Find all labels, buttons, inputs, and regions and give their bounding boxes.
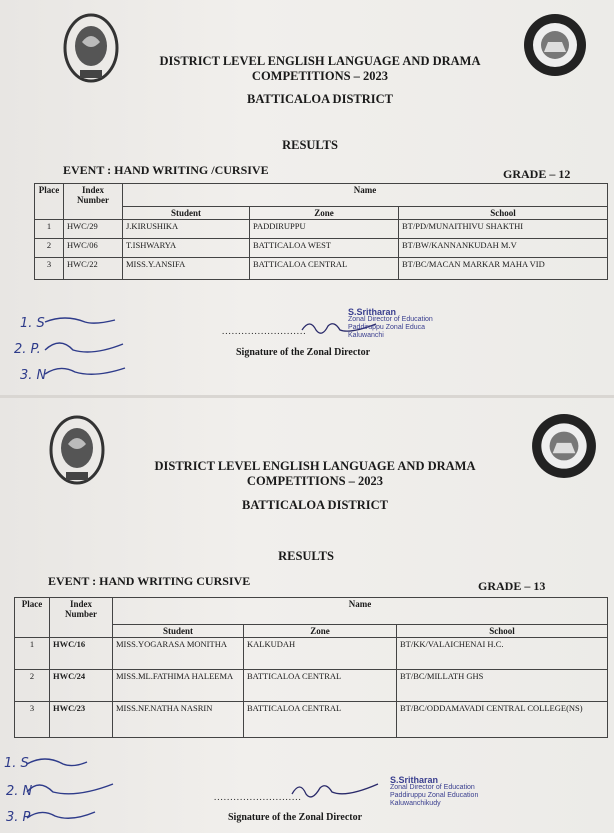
- col-zone: Zone: [250, 207, 399, 220]
- cell-zone: KALKUDAH: [244, 638, 397, 670]
- stamp-office: Paddiruppu Zonal Education: [390, 792, 479, 799]
- results-sheet-grade-13: [0, 398, 614, 833]
- cell-index: HWC/29: [64, 220, 123, 239]
- cell-student: MISS.ML.FATHIMA HALEEMA: [113, 670, 244, 702]
- cell-index: HWC/24: [50, 670, 113, 702]
- cell-student: MISS.YOGARASA MONITHA: [113, 638, 244, 670]
- cell-student: J.KIRUSHIKA: [123, 220, 250, 239]
- col-zone: Zone: [244, 625, 397, 638]
- judge-signature-2: 2. P.: [14, 342, 41, 357]
- cell-index: HWC/23: [50, 702, 113, 738]
- title-line-2: COMPETITIONS – 2023: [246, 474, 384, 488]
- cell-school: BT/KK/VALAICHENAI H.C.: [397, 638, 608, 670]
- cell-index: HWC/06: [64, 239, 123, 258]
- stamp-place: Kaluwanchi: [348, 332, 384, 339]
- results-sheet-grade-12: [0, 0, 614, 395]
- col-school: School: [397, 625, 608, 638]
- grade-label: GRADE – 12: [503, 167, 571, 181]
- signature-caption: Signature of the Zonal Director: [228, 812, 363, 823]
- cell-zone: BATTICALOA CENTRAL: [244, 670, 397, 702]
- judge-signature-3: 3. P: [6, 810, 31, 825]
- cell-student: MISS.NF.NATHA NASRIN: [113, 702, 244, 738]
- event-label: EVENT : HAND WRITING CURSIVE: [48, 574, 251, 588]
- col-place: Place: [15, 598, 50, 638]
- col-name: Name: [123, 184, 608, 207]
- col-place: Place: [35, 184, 64, 220]
- judge-signature-2: 2. N: [6, 784, 33, 799]
- col-index: Index Number: [64, 184, 123, 220]
- district-heading: BATTICALOA DISTRICT: [247, 92, 393, 106]
- handwritten-signatures-icon: [40, 312, 140, 382]
- cell-place: 1: [35, 220, 64, 239]
- cell-index: HWC/16: [50, 638, 113, 670]
- cell-zone: BATTICALOA WEST: [250, 239, 399, 258]
- judge-signature-1: 1. S: [4, 756, 29, 771]
- cell-place: 3: [35, 258, 64, 280]
- cell-zone: BATTICALOA CENTRAL: [250, 258, 399, 280]
- cell-place: 3: [15, 702, 50, 738]
- table-row: [35, 239, 608, 258]
- results-table: [14, 597, 608, 738]
- title-line-1: DISTRICT LEVEL ENGLISH LANGUAGE AND DRAMA: [159, 54, 481, 68]
- stamp-name: S.Sritharan: [348, 307, 397, 317]
- district-heading: BATTICALOA DISTRICT: [242, 498, 388, 512]
- cell-school: BT/BC/MILLATH GHS: [397, 670, 608, 702]
- signature-line: ...........................: [214, 792, 302, 802]
- cell-school: BT/BW/KANNANKUDAH M.V: [399, 239, 608, 258]
- grade-label: GRADE – 13: [478, 579, 546, 593]
- cell-place: 2: [35, 239, 64, 258]
- col-school: School: [399, 207, 608, 220]
- director-stamp: [390, 776, 478, 808]
- cell-student: T.ISHWARYA: [123, 239, 250, 258]
- col-student: Student: [123, 207, 250, 220]
- stamp-office: Paddiruppu Zonal Educa: [348, 324, 426, 331]
- stamp-name: S.Sritharan: [390, 775, 439, 785]
- judge-signature-1: 1. S: [20, 316, 45, 331]
- stamp-role: Zonal Director of Education: [390, 784, 475, 791]
- col-index: Index Number: [50, 598, 113, 638]
- zonal-education-seal-icon: [530, 412, 598, 480]
- results-heading: RESULTS: [282, 138, 338, 152]
- director-stamp: [348, 308, 433, 340]
- table-row: [15, 702, 608, 738]
- title-line-1: DISTRICT LEVEL ENGLISH LANGUAGE AND DRAMA: [154, 459, 476, 473]
- cell-school: BT/PD/MUNAITHIVU SHAKTHI: [399, 220, 608, 239]
- stamp-role: Zonal Director of Education: [348, 316, 433, 323]
- table-row: [35, 258, 608, 280]
- zonal-education-seal-icon: [522, 12, 588, 78]
- signature-line: ..........................: [222, 326, 307, 336]
- cell-school: BT/BC/ODDAMAVADI CENTRAL COLLEGE(NS): [397, 702, 608, 738]
- results-heading: RESULTS: [278, 549, 334, 563]
- stamp-place: Kaluwanchikudy: [390, 800, 441, 807]
- cell-zone: BATTICALOA CENTRAL: [244, 702, 397, 738]
- col-name: Name: [113, 598, 608, 625]
- cell-zone: PADDIRUPPU: [250, 220, 399, 239]
- cell-place: 2: [15, 670, 50, 702]
- cell-place: 1: [15, 638, 50, 670]
- director-signature-icon: [290, 776, 380, 802]
- cell-student: MISS.Y.ANSIFA: [123, 258, 250, 280]
- table-row: [35, 220, 608, 239]
- judge-signature-3: 3. N: [20, 368, 47, 383]
- sri-lanka-emblem-icon: [48, 414, 106, 486]
- col-student: Student: [113, 625, 244, 638]
- title-line-2: COMPETITIONS – 2023: [251, 69, 389, 83]
- signature-caption: Signature of the Zonal Director: [236, 347, 371, 358]
- table-row: [15, 670, 608, 702]
- cell-school: BT/BC/MACAN MARKAR MAHA VID: [399, 258, 608, 280]
- cell-index: HWC/22: [64, 258, 123, 280]
- results-table: [34, 183, 608, 280]
- table-row: [15, 638, 608, 670]
- event-label: EVENT : HAND WRITING /CURSIVE: [63, 163, 269, 177]
- sri-lanka-emblem-icon: [62, 12, 120, 84]
- handwritten-signatures-icon: [22, 752, 142, 828]
